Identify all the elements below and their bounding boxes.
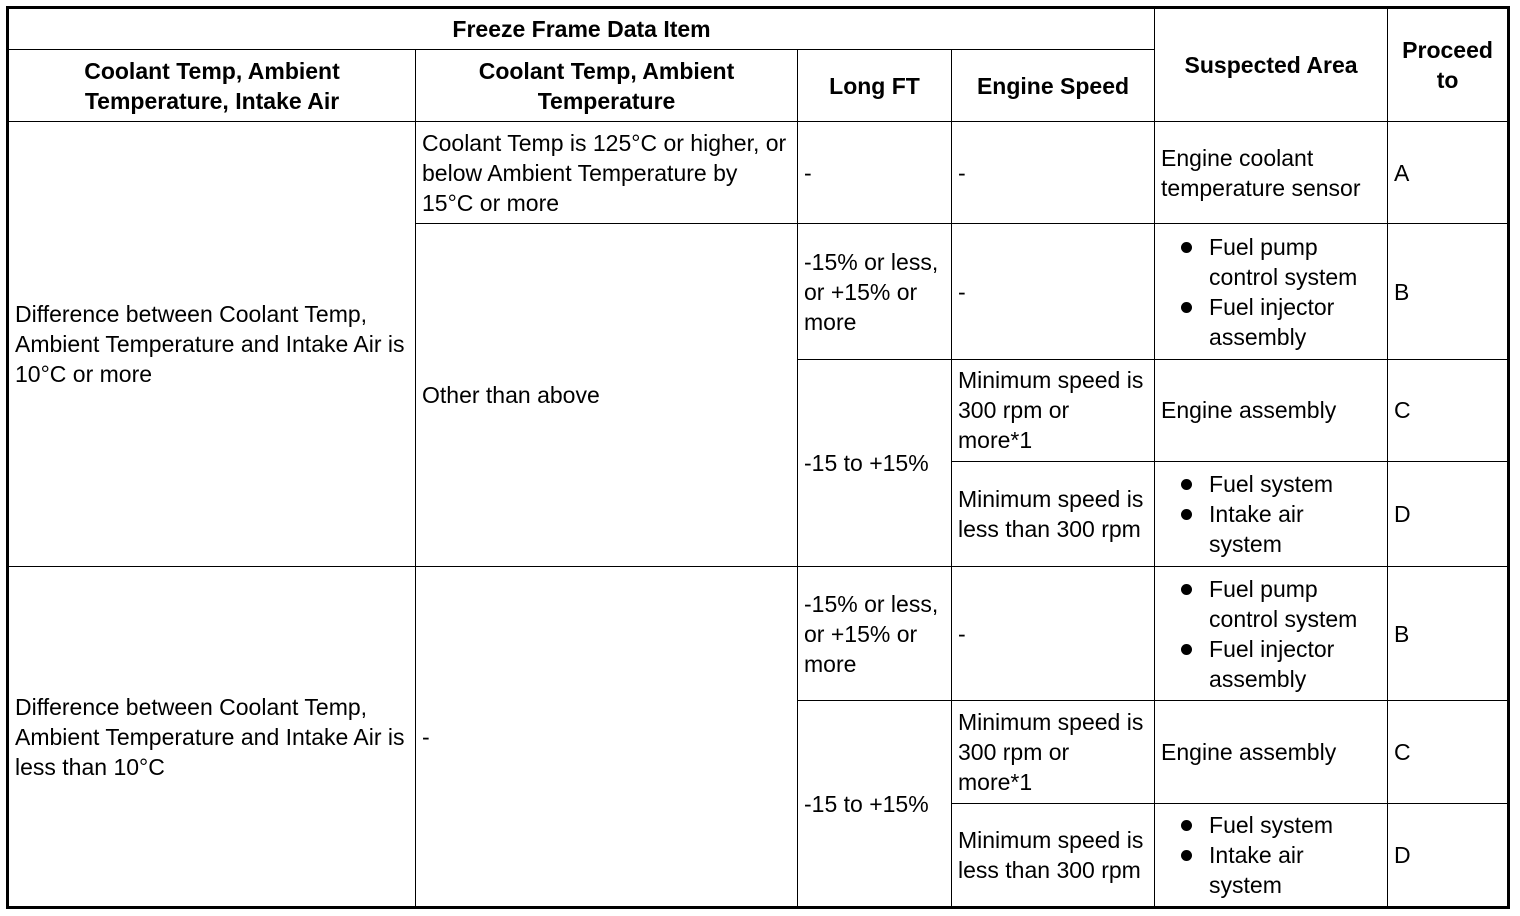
cell-engine-speed: -: [952, 122, 1155, 224]
list-item: Fuel system: [1177, 469, 1381, 499]
header-engine-speed: Engine Speed: [952, 50, 1155, 122]
cell-other-than-above: Other than above: [416, 224, 798, 567]
list-item: Fuel system: [1177, 810, 1381, 840]
cell-engine-speed: -: [952, 567, 1155, 701]
freeze-frame-table: [6, 6, 1510, 909]
list-item: Intake air system: [1177, 840, 1381, 900]
header-coolant-ambient: Coolant Temp, Ambient Temperature: [416, 50, 798, 122]
list-item: Fuel injector assembly: [1177, 634, 1381, 694]
list-item: Intake air system: [1177, 499, 1381, 559]
cell-proceed-to: D: [1388, 461, 1509, 566]
cell-engine-speed: Minimum speed is 300 rpm or more*1: [952, 701, 1155, 803]
cell-long-ft: -15 to +15%: [798, 359, 952, 566]
cell-proceed-to: A: [1388, 122, 1509, 224]
cell-engine-speed: -: [952, 224, 1155, 359]
cell-difference-less-than-10c: Difference between Coolant Temp, Ambient Temperature and Intake Air is less than 10°C: [8, 567, 416, 908]
suspected-area-list: [1161, 574, 1381, 694]
header-freeze-frame-data-item: Freeze Frame Data Item: [8, 8, 1155, 50]
list-item: Fuel pump control system: [1177, 574, 1381, 634]
list-item: Fuel pump control system: [1177, 232, 1381, 292]
cell-proceed-to: B: [1388, 224, 1509, 359]
suspected-area-list: [1161, 232, 1381, 352]
cell-engine-speed: Minimum speed is less than 300 rpm: [952, 461, 1155, 566]
cell-long-ft: -15% or less, or +15% or more: [798, 224, 952, 359]
table-row: [8, 567, 1509, 701]
header-long-ft: Long FT: [798, 50, 952, 122]
cell-long-ft: -15 to +15%: [798, 701, 952, 908]
cell-suspected-area: Engine assembly: [1155, 359, 1388, 461]
cell-coolant-condition: Coolant Temp is 125°C or higher, or below Ambient Temperature by 15°C or more: [416, 122, 798, 224]
cell-suspected-area: Engine coolant temperature sensor: [1155, 122, 1388, 224]
cell-proceed-to: D: [1388, 803, 1509, 907]
cell-long-ft: -: [798, 122, 952, 224]
header-suspected-area: Suspected Area: [1155, 8, 1388, 122]
cell-proceed-to: C: [1388, 701, 1509, 803]
cell-engine-speed: Minimum speed is less than 300 rpm: [952, 803, 1155, 907]
cell-suspected-area: [1155, 567, 1388, 701]
table-row: [8, 122, 1509, 224]
cell-engine-speed: Minimum speed is 300 rpm or more*1: [952, 359, 1155, 461]
cell-proceed-to: B: [1388, 567, 1509, 701]
cell-suspected-area: Engine assembly: [1155, 701, 1388, 803]
cell-proceed-to: C: [1388, 359, 1509, 461]
suspected-area-list: [1161, 810, 1381, 900]
cell-coolant-condition: -: [416, 567, 798, 908]
cell-suspected-area: [1155, 803, 1388, 907]
cell-suspected-area: [1155, 224, 1388, 359]
header-coolant-ambient-intake: Coolant Temp, Ambient Temperature, Intake Air: [8, 50, 416, 122]
cell-suspected-area: [1155, 461, 1388, 566]
header-proceed-to: Proceed to: [1388, 8, 1509, 122]
cell-difference-10c-or-more: Difference between Coolant Temp, Ambient Temperature and Intake Air is 10°C or more: [8, 122, 416, 567]
suspected-area-list: [1161, 469, 1381, 559]
cell-long-ft: -15% or less, or +15% or more: [798, 567, 952, 701]
header-row-group: [8, 8, 1509, 50]
list-item: Fuel injector assembly: [1177, 292, 1381, 352]
